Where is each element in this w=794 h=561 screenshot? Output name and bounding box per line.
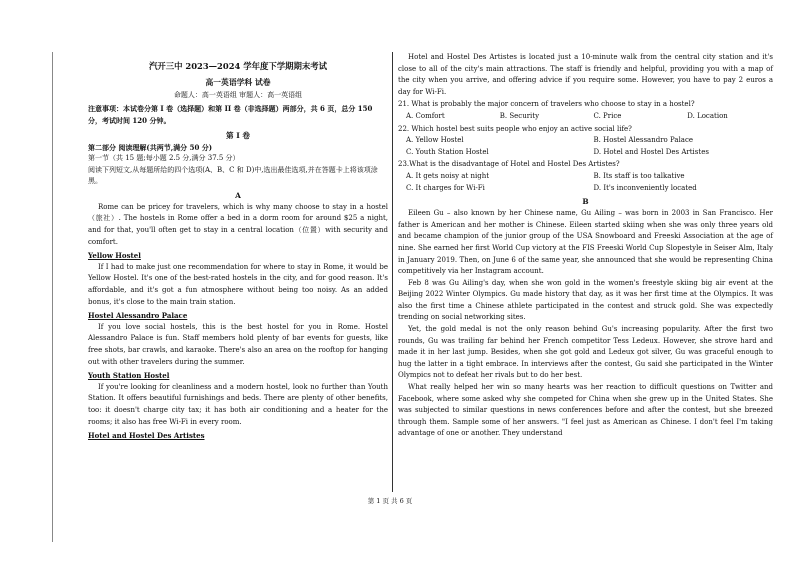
question-21-options bbox=[398, 111, 773, 123]
hostel-heading-youth-station: Youth Station Hostel bbox=[88, 371, 170, 381]
question-21: 21. What is probably the major concern of travelers who choose to stay in a hostel? bbox=[398, 100, 695, 109]
question-23: 23.What is the disadvantage of Hotel and Hostel Des Artistes? bbox=[398, 160, 620, 169]
passage-a-label: A bbox=[235, 190, 241, 200]
passage-b-paragraph-4: What really helped her win so many hearts was her reaction to difficult questions on Twitter and Facebook, where some asked why she competed for China when she grew up in the United States. She was subjected to similar questions in news conferences before and after the contest, but she breezed through them. Sample some of her answers. "I feel just as American as Chinese. I don't feel I'm taking advantage of one or another. They understand bbox=[398, 383, 773, 438]
hostel-heading-des-artistes: Hotel and Hostel Des Artistes bbox=[88, 431, 205, 441]
right-column bbox=[398, 52, 773, 440]
passage-b-paragraph-3: Yet, the gold medal is not the only reason behind Gu's increasing popularity. After the first two rounds, Gu was trailing far behind her French competitor Tess Ledeux. However, she strove hard and made it in her last jump. Besides, when she got gold and Ledeux got silver, Gu was graceful enough to hug the latter in a tight embrace. In interviews after the contest, Gu said she participated in the Winter Olympics not to defeat her rivals but to do her best. bbox=[398, 325, 773, 380]
hostel-text-youth-station: If you're looking for cleanliness and a modern hostel, look no further than Youth Station. It offers beautiful furnishings and beds. There are plenty of other benefits, too: it doesn't charge city tax; it has both air conditioning and a heater for the rooms; it also has free Wi-Fi in every room. bbox=[88, 382, 388, 426]
option: D. Location bbox=[687, 111, 728, 120]
notice: 注意事项：本试卷分第 I 卷（选择题）和第 II 卷（非选择题）两部分，共 6 页，总分 150 分，考试时间 120 分钟。 bbox=[88, 103, 373, 125]
option: D. Hotel and Hostel Des Artistes bbox=[593, 147, 709, 156]
binding-margin bbox=[0, 0, 66, 561]
hostel-text-alessandro: If you love social hostels, this is the best hostel for you in Rome. Hostel Alessandro Palace is fun. Staff members hold plenty of bar events for guests, like free shots, bar crawls, and karaoke. There's also an area on the rooftop for hanging out with other travelers during the summer. bbox=[88, 322, 388, 366]
question-22-options-row1 bbox=[398, 135, 773, 147]
option: C. Price bbox=[593, 111, 622, 120]
option: C. It charges for Wi-Fi bbox=[406, 183, 485, 192]
authors-line: 命题人：高一英语组 审题人：高一英语组 bbox=[173, 90, 303, 99]
hostel-text-des-artistes: Hotel and Hostel Des Artistes is located just a 10-minute walk from the central city station and it's close to all of the city's main attractions. The staff is friendly and helpful, providing you with a map of the city when you arrive, and offering advice if you require some. However, you have to pay 2 euros a day for Wi-Fi. bbox=[398, 53, 773, 96]
option: A. It gets noisy at night bbox=[406, 171, 490, 180]
binding-line bbox=[52, 52, 53, 542]
option: A. Comfort bbox=[406, 111, 445, 120]
hostel-heading-yellow: Yellow Hostel bbox=[88, 251, 141, 261]
part-heading: 第二部分 阅读理解(共两节,满分 50 分) bbox=[88, 142, 213, 152]
option: B. Its staff is too talkative bbox=[593, 171, 685, 180]
question-23-options-row1 bbox=[398, 171, 773, 183]
volume-heading: 第 I 卷 bbox=[225, 130, 251, 140]
option: B. Hostel Alessandro Palace bbox=[593, 136, 694, 145]
passage-b-paragraph-1: Eileen Gu – also known by her Chinese name, Gu Ailing – was born in 2003 in San Francisco. Her father is American and her mother is Chinese. Eileen started skiing when she was only three years old and became champion of the junior group of the USA Snowboard and Freeski Association at the age of nine. She earned her first World Cup victory at the FIS Freeski World Cup Slopestyle in Seiser Alm, Italy in January 2019. Then, on June 6 of the same year, she announced that she would be representing China competitively via her Instagram account. bbox=[398, 209, 773, 276]
hostel-text-yellow: If I had to make just one recommendation for where to stay in Rome, it would be Yellow Hostel. It's one of the best-rated hostels in the city, and for good reason. It's affordable, and it's got a fun atmosphere without being too noisy. As an added bonus, it's close to the main train station. bbox=[88, 262, 388, 306]
question-23-options-row2 bbox=[398, 183, 773, 195]
exam-title: 汽开三中 2023—2024 学年度下学期期末考试 bbox=[148, 61, 328, 71]
left-column bbox=[88, 60, 388, 442]
column-divider bbox=[392, 52, 393, 492]
option: A. Yellow Hostel bbox=[406, 136, 464, 145]
option: D. It's inconveniently located bbox=[593, 183, 697, 192]
passage-b-label: B bbox=[582, 197, 589, 207]
option: C. Youth Station Hostel bbox=[406, 147, 489, 156]
instructions: 阅读下列短文,从每题所给的四个选项(A、B、C 和 D)中,选出最佳选项,并在答题卡上将该项涂黑。 bbox=[88, 165, 378, 186]
question-22-options-row2 bbox=[398, 147, 773, 159]
passage-b-paragraph-2: Feb 8 was Gu Ailing's day, when she won gold in the women's freestyle skiing big air event at the Beijing 2022 Winter Olympics. Gu made history that day, as it was her first time at the Olympics. It was also the first time a Chinese athlete participated in the contest and struck gold. She was expectedly trending on social networking sites. bbox=[398, 278, 773, 322]
page-number: 第 1 页 共 6 页 bbox=[367, 497, 413, 505]
section-heading: 第一节（共 15 题;每小题 2.5 分,满分 37.5 分） bbox=[88, 154, 240, 163]
option: B. Security bbox=[499, 111, 540, 120]
hostel-heading-alessandro: Hostel Alessandro Palace bbox=[88, 311, 188, 321]
passage-a-intro: Rome can be pricey for travelers, which is why many choose to stay in a hostel （旅社）. The hostels in Rome offer a bed in a dorm room for around $25 a night, and for that, you'll often get to stay in a central location（位置）with security and comfort. bbox=[88, 202, 388, 246]
exam-subtitle: 高一英语学科 试卷 bbox=[205, 77, 271, 87]
question-22: 22. Which hostel best suits people who enjoy an active social life? bbox=[398, 124, 632, 133]
